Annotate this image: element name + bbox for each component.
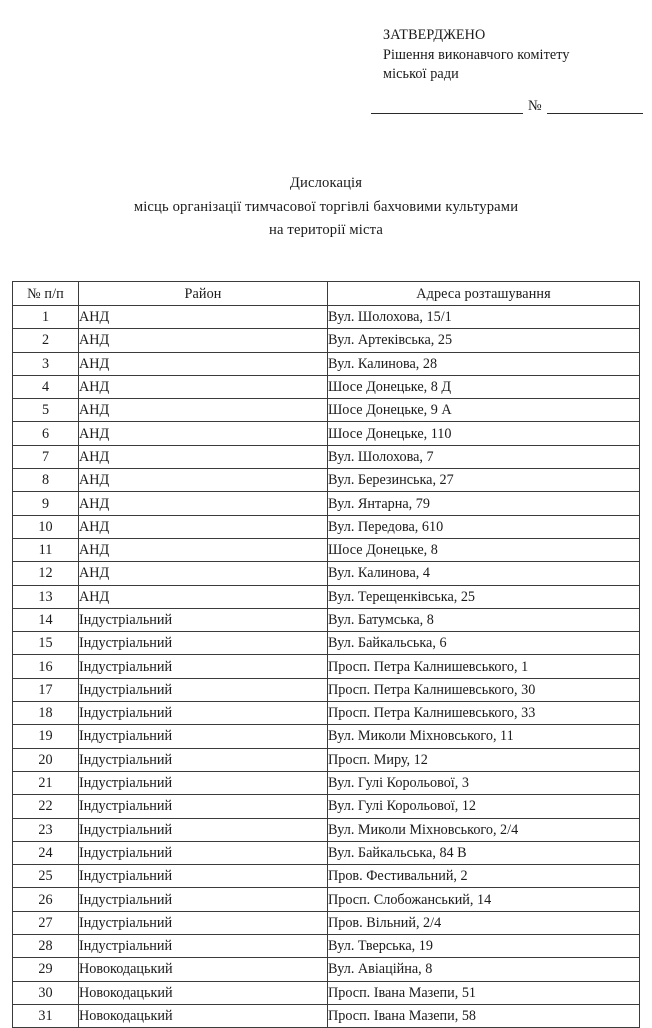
approval-decision-line: Рішення виконавчого комітету (383, 46, 570, 63)
cell-number: 14 (13, 608, 79, 631)
table-row (13, 841, 640, 864)
cell-district: Індустріальний (79, 748, 328, 771)
cell-number: 10 (13, 515, 79, 538)
cell-number: 29 (13, 958, 79, 981)
cell-district: Індустріальний (79, 608, 328, 631)
cell-district: Індустріальний (79, 911, 328, 934)
cell-district: Індустріальний (79, 935, 328, 958)
cell-district: АНД (79, 352, 328, 375)
cell-address: Вул. Байкальська, 84 В (328, 841, 640, 864)
table-row (13, 375, 640, 398)
cell-number: 26 (13, 888, 79, 911)
cell-district: Індустріальний (79, 865, 328, 888)
cell-number: 17 (13, 678, 79, 701)
approval-council-line: міської ради (383, 66, 459, 83)
cell-number: 25 (13, 865, 79, 888)
cell-district: Індустріальний (79, 632, 328, 655)
table-row (13, 888, 640, 911)
cell-number: 24 (13, 841, 79, 864)
cell-number: 5 (13, 399, 79, 422)
page-title (0, 172, 652, 243)
table-row (13, 562, 640, 585)
table-row (13, 399, 640, 422)
cell-number: 23 (13, 818, 79, 841)
cell-district: Індустріальний (79, 771, 328, 794)
approval-date-number-row (371, 92, 643, 114)
cell-address: Вул. Байкальська, 6 (328, 632, 640, 655)
approval-heading: ЗАТВЕРДЖЕНО (383, 27, 486, 43)
cell-district: Новокодацький (79, 981, 328, 1004)
cell-address: Вул. Гулі Корольової, 3 (328, 771, 640, 794)
cell-number: 27 (13, 911, 79, 934)
cell-address: Вул. Тверська, 19 (328, 935, 640, 958)
cell-address: Вул. Березинська, 27 (328, 469, 640, 492)
cell-district: АНД (79, 375, 328, 398)
cell-number: 7 (13, 445, 79, 468)
table-row (13, 795, 640, 818)
cell-number: 15 (13, 632, 79, 655)
cell-number: 8 (13, 469, 79, 492)
cell-district: АНД (79, 422, 328, 445)
title-line-2: місць організації тимчасової торгівлі бахчовими культурами (133, 198, 519, 215)
table-row (13, 655, 640, 678)
table-row (13, 329, 640, 352)
cell-address: Просп. Петра Калнишевського, 1 (328, 655, 640, 678)
cell-district: АНД (79, 492, 328, 515)
cell-district: АНД (79, 469, 328, 492)
table-row (13, 818, 640, 841)
table-row (13, 585, 640, 608)
number-symbol: № (528, 97, 542, 114)
cell-address: Пров. Фестивальний, 2 (328, 865, 640, 888)
dislocation-table (12, 281, 640, 1028)
title-line-1: Дислокація (289, 175, 363, 191)
cell-address: Вул. Артеківська, 25 (328, 329, 640, 352)
cell-address: Шосе Донецьке, 110 (328, 422, 640, 445)
cell-district: АНД (79, 538, 328, 561)
cell-address: Вул. Миколи Міхновського, 11 (328, 725, 640, 748)
table-row (13, 608, 640, 631)
cell-district: АНД (79, 399, 328, 422)
cell-district: АНД (79, 329, 328, 352)
cell-address: Вул. Калинова, 28 (328, 352, 640, 375)
cell-district: Індустріальний (79, 818, 328, 841)
cell-address: Просп. Петра Калнишевського, 30 (328, 678, 640, 701)
cell-address: Вул. Калинова, 4 (328, 562, 640, 585)
cell-address: Вул. Терещенківська, 25 (328, 585, 640, 608)
table-row (13, 1004, 640, 1027)
cell-address: Просп. Івана Мазепи, 51 (328, 981, 640, 1004)
cell-address: Вул. Шолохова, 7 (328, 445, 640, 468)
table-row (13, 632, 640, 655)
cell-number: 30 (13, 981, 79, 1004)
cell-district: Індустріальний (79, 725, 328, 748)
table-row (13, 981, 640, 1004)
cell-address: Вул. Шолохова, 15/1 (328, 306, 640, 329)
table-row (13, 958, 640, 981)
dislocation-table-wrapper (12, 281, 639, 1028)
cell-address: Шосе Донецьке, 9 А (328, 399, 640, 422)
cell-address: Вул. Батумська, 8 (328, 608, 640, 631)
cell-district: Новокодацький (79, 958, 328, 981)
column-header-number: № п/п (13, 282, 79, 306)
cell-number: 13 (13, 585, 79, 608)
cell-number: 4 (13, 375, 79, 398)
table-row (13, 515, 640, 538)
cell-address: Вул. Передова, 610 (328, 515, 640, 538)
cell-address: Шосе Донецьке, 8 Д (328, 375, 640, 398)
cell-district: Індустріальний (79, 678, 328, 701)
cell-district: АНД (79, 562, 328, 585)
cell-address: Вул. Янтарна, 79 (328, 492, 640, 515)
cell-district: АНД (79, 306, 328, 329)
cell-address: Просп. Петра Калнишевського, 33 (328, 702, 640, 725)
date-blank-rule (371, 96, 523, 114)
cell-number: 28 (13, 935, 79, 958)
cell-number: 31 (13, 1004, 79, 1027)
table-row (13, 422, 640, 445)
cell-district: Індустріальний (79, 702, 328, 725)
title-line-3: на території міста (269, 222, 383, 238)
table-row (13, 538, 640, 561)
cell-number: 6 (13, 422, 79, 445)
cell-number: 3 (13, 352, 79, 375)
cell-district: Індустріальний (79, 888, 328, 911)
table-row (13, 771, 640, 794)
table-body (13, 306, 640, 1028)
table-row (13, 865, 640, 888)
table-row (13, 678, 640, 701)
approval-block (383, 26, 645, 85)
cell-number: 2 (13, 329, 79, 352)
cell-address: Просп. Слобожанський, 14 (328, 888, 640, 911)
cell-number: 19 (13, 725, 79, 748)
cell-address: Шосе Донецьке, 8 (328, 538, 640, 561)
table-row (13, 352, 640, 375)
column-header-address: Адреса розташування (328, 282, 640, 306)
cell-district: АНД (79, 585, 328, 608)
cell-number: 1 (13, 306, 79, 329)
table-row (13, 911, 640, 934)
number-blank-rule (547, 96, 643, 114)
table-row (13, 445, 640, 468)
table-header (13, 282, 640, 306)
table-row (13, 935, 640, 958)
table-row (13, 492, 640, 515)
cell-address: Вул. Гулі Корольової, 12 (328, 795, 640, 818)
cell-number: 22 (13, 795, 79, 818)
cell-address: Вул. Авіаційна, 8 (328, 958, 640, 981)
cell-number: 20 (13, 748, 79, 771)
cell-address: Просп. Івана Мазепи, 58 (328, 1004, 640, 1027)
cell-address: Вул. Миколи Міхновського, 2/4 (328, 818, 640, 841)
cell-district: АНД (79, 515, 328, 538)
table-header-row (13, 282, 640, 306)
cell-district: Індустріальний (79, 795, 328, 818)
cell-address: Просп. Миру, 12 (328, 748, 640, 771)
table-row (13, 306, 640, 329)
column-header-district: Район (79, 282, 328, 306)
cell-number: 18 (13, 702, 79, 725)
table-row (13, 725, 640, 748)
cell-district: Індустріальний (79, 841, 328, 864)
cell-number: 12 (13, 562, 79, 585)
table-row (13, 469, 640, 492)
cell-number: 21 (13, 771, 79, 794)
table-row (13, 702, 640, 725)
cell-number: 16 (13, 655, 79, 678)
cell-district: Індустріальний (79, 655, 328, 678)
cell-number: 9 (13, 492, 79, 515)
cell-address: Пров. Вільний, 2/4 (328, 911, 640, 934)
cell-district: АНД (79, 445, 328, 468)
cell-number: 11 (13, 538, 79, 561)
table-row (13, 748, 640, 771)
cell-district: Новокодацький (79, 1004, 328, 1027)
